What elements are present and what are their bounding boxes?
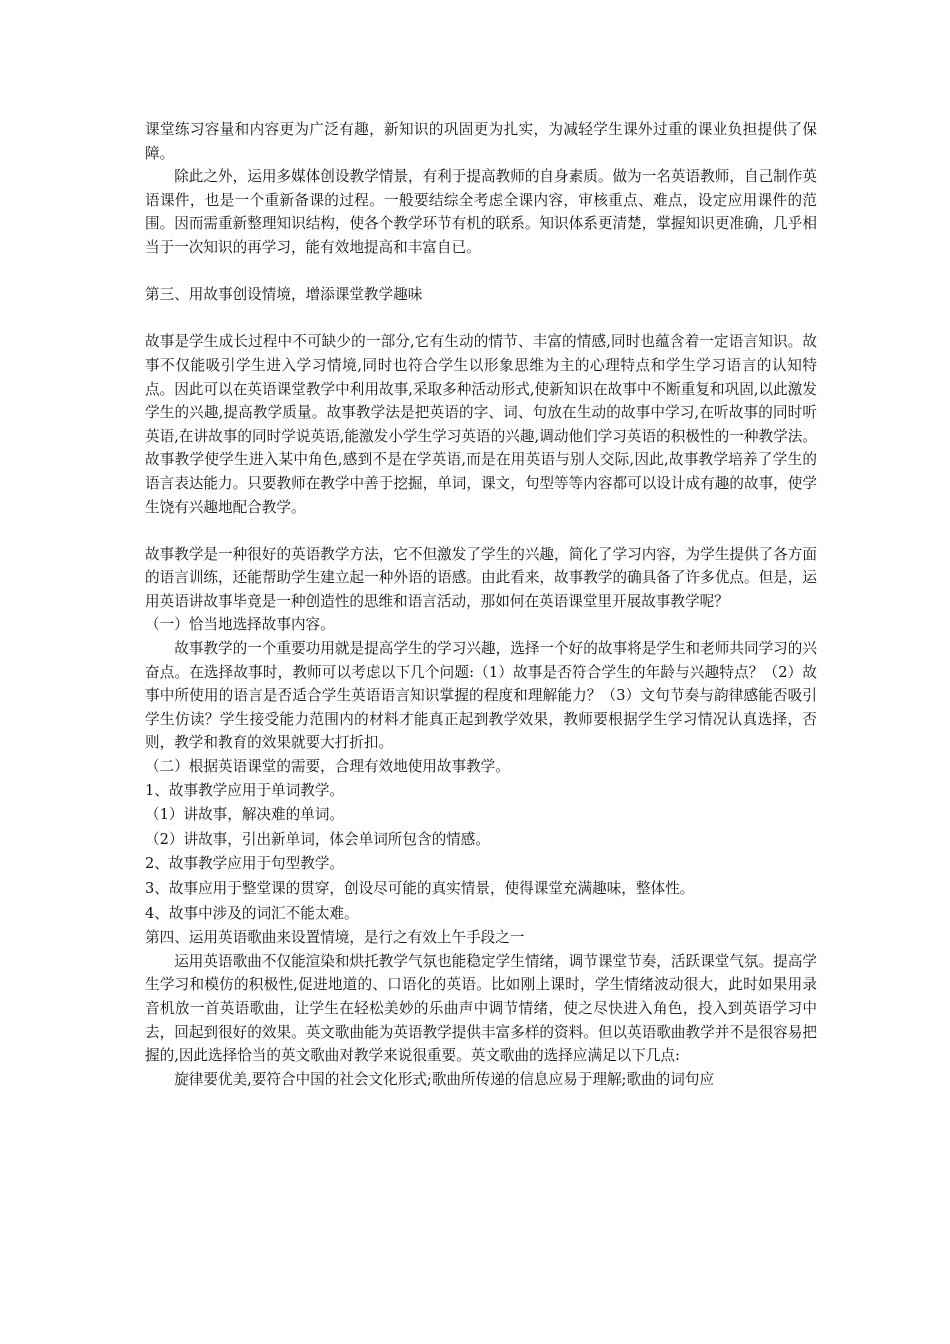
- list-item: 1、故事教学应用于单词教学。: [145, 781, 345, 799]
- list-item: 2、故事教学应用于句型教学。: [145, 855, 345, 873]
- paragraph-spacer: [145, 260, 817, 284]
- subheading-two: （二）根据英语课堂的需要，合理有效地使用故事教学。: [145, 758, 510, 776]
- paragraph-story-intro: 故事是学生成长过程中不可缺少的一部分,它有生动的情节、丰富的情感,同时也蕴含着一定语言知识。故事不仅能吸引学生进入学习情境,同时也符合学生以形象思维为主的心理特点和学生学习语言的认知特点。因此可以在英语课堂教学中利用故事,采取多种活动形式,使新知识在故事中不断重复和巩固,以此激发学生的兴趣,提高教学质量。故事教学法是把英语的字、词、句放在生动的故事中学习,在听故事的同时听英语,在讲故事的同时学说英语,能激发小学生学习英语的兴趣,调动他们学习英语的积极性的一种教学法。故事教学使学生进入某中角色,感到不是在学英语,而是在用英语与别人交际,因此,故事教学培养了学生的语言表达能力。只要教师在教学中善于挖掘，单词，课文，句型等等内容都可以设计成有趣的故事，使学生饶有兴趣地配合教学。: [145, 333, 817, 516]
- paragraph-song-criteria: 旋律要优美,要符合中国的社会文化形式;歌曲所传递的信息应易于理解;歌曲的词句应: [174, 1070, 715, 1088]
- paragraph-spacer: [145, 307, 817, 331]
- list-item: 3、故事应用于整堂课的贯穿，创设尽可能的真实情景，使得课堂充满趣味，整体性。: [145, 880, 695, 897]
- list-item: 4、故事中涉及的词汇不能太难。: [145, 904, 359, 922]
- paragraph-songs: 运用英语歌曲不仅能渲染和烘托教学气氛也能稳定学生情绪，调节课堂节奏，活跃课堂气氛。提高学生学习和模仿的积极性,促进地道的、口语化的英语。比如刚上课时，学生情绪波动很大，此时如果用录音机放一首英语歌曲，让学生在轻松美妙的乐曲声中调节情绪，使之尽快进入角色，投入到英语学习中去，回起到很好的效果。英文歌曲能为英语教学提供丰富多样的资料。但以英语歌曲教学并不是很容易把握的,因此选择恰当的英文歌曲对教学来说很重要。英文歌曲的选择应满足以下几点:: [145, 952, 817, 1065]
- section-heading-four: 第四、运用英语歌曲来设置情境，是行之有效上午手段之一: [145, 929, 525, 947]
- paragraph-story-selection: 故事教学的一个重要功用就是提高学生的学习兴趣，选择一个好的故事将是学生和老师共同学习的兴奋点。在选择故事时，教师可以考虑以下几个问题:（1）故事是否符合学生的年龄与兴趣特点？（2）故事中所使用的语言是否适合学生英语语言知识掌握的程度和理解能力？（3）文句节奏与韵律感能否吸引学生仿读？学生接受能力范围内的材料才能真正起到教学效果，教师要根据学生学习情况认真选择，否则，教学和教育的效果就要大打折扣。: [145, 640, 817, 752]
- paragraph-story-method: 故事教学是一种很好的英语教学方法，它不但激发了学生的兴趣，简化了学习内容，为学生提供了各方面的语言训练，还能帮助学生建立起一种外语的语感。由此看来，故事教学的确具备了许多优点。但是，运用英语讲故事毕竟是一种创造性的思维和语言活动，那如何在英语课堂里开展故事教学呢？: [145, 545, 817, 610]
- paragraph-multimedia: 除此之外，运用多媒体创设教学情景，有利于提高教师的自身素质。做为一名英语教师，自己制作英语课件，也是一个重新备课的过程。一般要结综全考虑全课内容，审核重点、难点，设定应用课件的范围。因而需重新整理知识结构，使各个教学环节有机的联系。知识体系更清楚，掌握知识更准确，几乎相当于一次知识的再学习，能有效地提高和丰富自已。: [145, 168, 817, 256]
- section-heading-three: 第三、用故事创设情境，增添课堂教学趣味: [145, 286, 423, 304]
- subheading-one: （一）恰当地选择故事内容。: [145, 616, 335, 634]
- list-item: （2）讲故事，引出新单词，体会单词所包含的情感。: [145, 830, 490, 848]
- paragraph-continuation: 课堂练习容量和内容更为广泛有趣，新知识的巩固更为扎实，为减轻学生课外过重的课业负担提供了保障。: [145, 121, 817, 162]
- document-body: [145, 118, 817, 1091]
- list-item: （1）讲故事，解决难的单词。: [145, 806, 345, 824]
- paragraph-spacer: [145, 519, 817, 543]
